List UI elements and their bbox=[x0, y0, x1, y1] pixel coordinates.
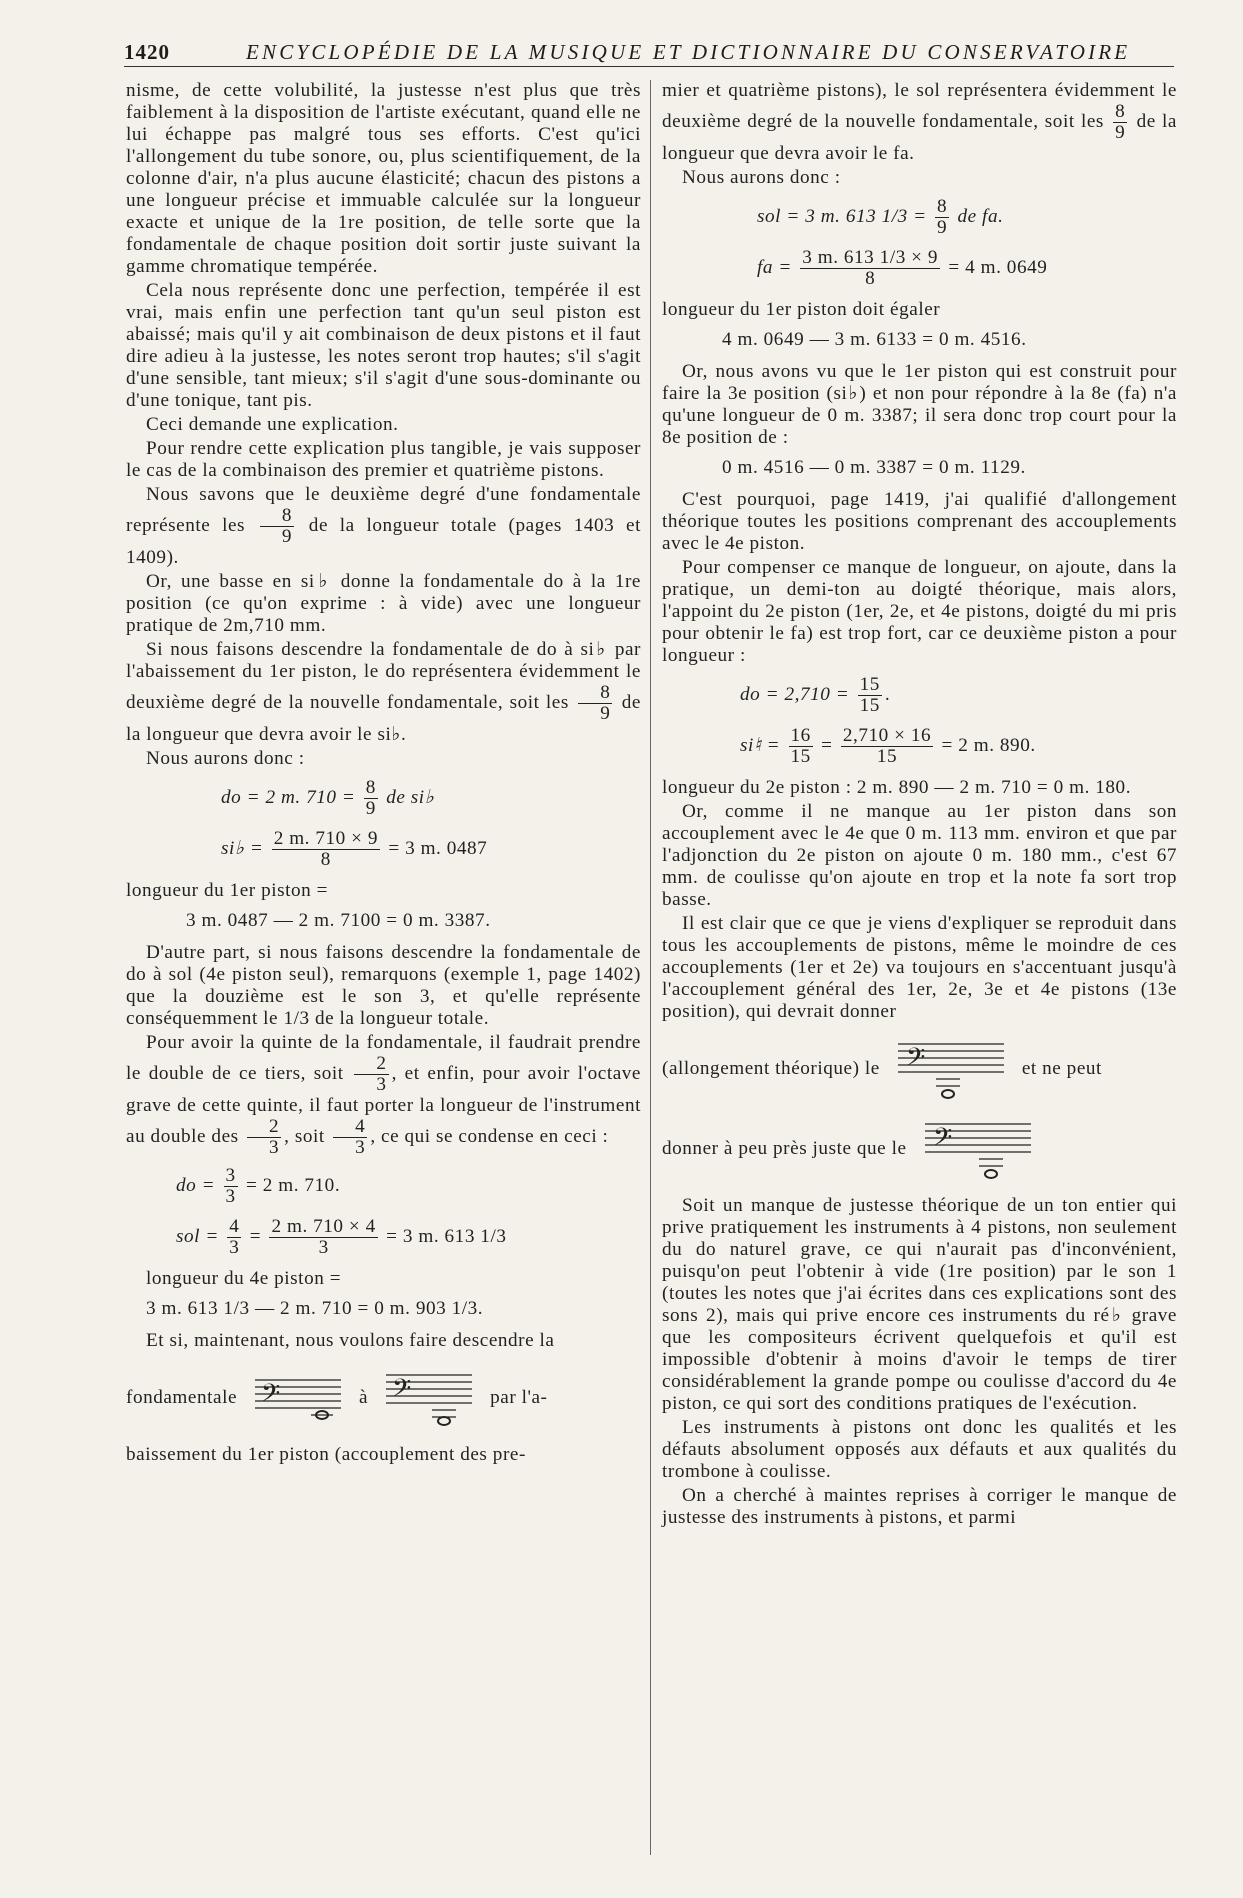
staff-example-line: donner à peu près juste que le 𝄢 bbox=[662, 1115, 1177, 1183]
equation: si♮ = $\frac{16}{15}$ = $\frac{2,710 \times 16}{15}$ = 2 m. 890. bbox=[740, 725, 1036, 767]
fraction: $\frac{8}{9}$ bbox=[260, 506, 294, 547]
paragraph: Ceci demande une explication. bbox=[146, 414, 399, 435]
running-title: ENCYCLOPÉDIE DE LA MUSIQUE ET DICTIONNAIRE DU CONSERVATOIRE bbox=[246, 40, 1131, 64]
equation: do = 2,710 = $\frac{15}{15}$ . bbox=[740, 674, 891, 716]
fraction: $\frac{8}{9}$ bbox=[578, 683, 612, 724]
paragraph: Cela nous représente donc une perfection, tempérée il est vrai, mais enfin une perfection tant qu'un seul piston est abaissé; mais qu'il y ait combinaison de deux pistons et il faut dire adieu à la justesse, les notes seront trop hautes; s'il s'agit d'une sensible, tant mieux; s'il s'agit d'une sous-dominante ou d'une tonique, tant pis. bbox=[126, 280, 641, 411]
paragraph: Pour rendre cette explication plus tangible, je vais supposer le cas de la combinaison des premier et quatrième pistons. bbox=[126, 438, 641, 481]
column-divider bbox=[650, 80, 651, 1855]
paragraph: Or, une basse en si♭ donne la fondamentale do à la 1re position (ce qu'on exprime : à vide) avec une longueur pratique de 2m,710 mm. bbox=[126, 571, 641, 636]
equation: 3 m. 0487 — 2 m. 7100 = 0 m. 3387. bbox=[186, 910, 491, 931]
equation: do = 2 m. 710 = $\frac{8}{9}$ de si♭ bbox=[221, 777, 435, 819]
equation: si♭ = $\frac{2 m. 710 \times 9}{8}$ = 3 m. 0487 bbox=[221, 828, 488, 870]
paragraph: longueur du 2e piston : 2 m. 890 — 2 m. 710 = 0 m. 180. bbox=[662, 777, 1132, 798]
paragraph: longueur du 4e piston = bbox=[146, 1268, 342, 1289]
paragraph: Pour compenser ce manque de longueur, on ajoute, dans la pratique, un demi-ton au doigté théorique, mais alors, l'appoint du 2e piston (1er, 2e, et 4e pistons, doigté du mi pris pour obtenir le fa) est trop fort, car ce deuxième piston a pour longueur : bbox=[662, 557, 1177, 666]
equation: 0 m. 4516 — 0 m. 3387 = 0 m. 1129. bbox=[722, 457, 1026, 478]
equation: fa = $\frac{3 m. 613 1/3 \times 9}{8}$ = 4 m. 0649 bbox=[757, 247, 1048, 289]
svg-text:𝄢: 𝄢 bbox=[261, 1379, 281, 1414]
svg-text:𝄢: 𝄢 bbox=[392, 1374, 412, 1409]
equation: sol = 3 m. 613 1/3 = $\frac{8}{9}$ de fa. bbox=[757, 196, 1004, 238]
page-header bbox=[124, 36, 1164, 66]
equation: do = $\frac{3}{3}$ = 2 m. 710. bbox=[176, 1165, 341, 1207]
paragraph: longueur du 1er piston doit égaler bbox=[662, 299, 941, 320]
paragraph: longueur du 1er piston = bbox=[126, 880, 329, 901]
staff-example-line: (allongement théorique) le 𝄢 et ne peut bbox=[662, 1035, 1177, 1103]
paragraph: C'est pourquoi, page 1419, j'ai qualifié d'allongement théorique toutes les positions comprenant des accouplements avec le 4e piston. bbox=[662, 489, 1177, 554]
equation: sol = $\frac{4}{3}$ = $\frac{2 m. 710 \times 4}{3}$ = 3 m. 613 1/3 bbox=[176, 1216, 507, 1258]
bass-clef-staff-icon bbox=[253, 1370, 343, 1426]
svg-text:𝄢: 𝄢 bbox=[905, 1043, 926, 1078]
staff-example-line: fondamentale 𝄢 à 𝄢 par l'a- bbox=[126, 1364, 641, 1432]
paragraph: baissement du 1er piston (accouplement des pre- bbox=[126, 1444, 526, 1465]
paragraph: Pour avoir la quinte de la fondamentale, il faudrait prendre le double de ce tiers, soit $\frac{2}{3}$ , et enfin, pour avoir l'octave grave de cette quinte, il faut porter la longueur de l'instrument au double des $\frac{2}{3}$ , soit $\frac{4}{3}$ , ce qui se condense en ceci : bbox=[126, 1032, 641, 1158]
paragraph: Les instruments à pistons ont donc les qualités et les défauts absolument opposés aux défauts et aux qualités du trombone à coulisse. bbox=[662, 1417, 1177, 1482]
paragraph: Si nous faisons descendre la fondamentale de do à si♭ par l'abaissement du 1er piston, le do représentera évidemment le deuxième degré de la nouvelle fondamentale, soit les $\frac{8}{9}$ de la longueur que devra avoir le si♭. bbox=[126, 639, 641, 745]
equation: 4 m. 0649 — 3 m. 6133 = 0 m. 4516. bbox=[722, 329, 1027, 350]
paragraph: Nous aurons donc : bbox=[146, 748, 305, 769]
svg-text:𝄢: 𝄢 bbox=[932, 1123, 953, 1158]
paragraph: Or, nous avons vu que le 1er piston qui est construit pour faire la 3e position (si♭) et non pour répondre à la 8e (fa) n'a qu'une longueur de 0 m. 3387; il sera donc trop court pour la 8e position de : bbox=[662, 361, 1177, 448]
bass-clef-staff-icon bbox=[923, 1116, 1033, 1182]
paragraph: Et si, maintenant, nous voulons faire descendre la bbox=[146, 1330, 555, 1351]
paragraph: Nous savons que le deuxième degré d'une fondamentale représente les $\frac{8}{9}$ de la longueur totale (pages 1403 et 1409). bbox=[126, 484, 641, 568]
paragraph: Il est clair que ce que je viens d'expliquer se reproduit dans tous les accouplements de pistons, même le moindre de ces accouplements (1er et 2e) va toujours en s'accentuant jusqu'à l'accouplement général des 1er, 2e, 3e et 4e pistons (13e position), qui devrait donner bbox=[662, 913, 1177, 1022]
equation: 3 m. 613 1/3 — 2 m. 710 = 0 m. 903 1/3. bbox=[146, 1298, 484, 1319]
paragraph: Nous aurons donc : bbox=[682, 167, 841, 188]
page-number: 1420 bbox=[124, 40, 170, 64]
paragraph: Or, comme il ne manque au 1er piston dans son accouplement avec le 4e que 0 m. 113 mm. environ et que par l'adjonction du 2e piston on ajoute 0 m. 180 mm., c'est 67 mm. de coulisse qu'on ajoute en trop et la note fa sort trop basse. bbox=[662, 801, 1177, 910]
bass-clef-staff-icon bbox=[896, 1036, 1006, 1102]
paragraph: D'autre part, si nous faisons descendre la fondamentale de do à sol (4e piston seul), remarquons (exemple 1, page 1402) que la douzième est le son 3, et qu'elle représente conséquemment le 1/3 de la longueur totale. bbox=[126, 942, 641, 1029]
header-rule bbox=[124, 66, 1174, 67]
bass-clef-staff-icon bbox=[384, 1367, 474, 1429]
paragraph: nisme, de cette volubilité, la justesse n'est plus que très faiblement à la disposition de l'artiste exécutant, quand elle ne lui échappe pas malgré tous ses efforts. C'est qu'ici l'allongement du tube sonore, ou, plus scientifiquement, de la colonne d'air, n'a plus aucune élasticité; chacun des pistons a une longueur précise et immuable calculée sur la longueur exacte et unique de la 1re position, de telle sorte que la fondamentale de chaque position doit sortir juste suivant la gamme chromatique tempérée. bbox=[126, 80, 641, 277]
paragraph: Soit un manque de justesse théorique de un ton entier qui prive pratiquement les instruments à 4 pistons, non seulement du do naturel grave, ce qui n'aurait pas d'inconvénient, puisqu'on peut l'obtenir à vide (1re position) par le son 1 (toutes les notes que j'ai écrites dans ces explications sont des sons 2), mais qui prive encore ces instruments du ré♭ grave que les compositeurs écrivent quelquefois et qu'il est impossible d'obtenir à moins d'avoir le temps de tirer considérablement la grande pompe ou coulisse d'accord du 4e piston, ce qui sort des conditions pratiques de l'exécution. bbox=[662, 1195, 1177, 1414]
left-column bbox=[126, 80, 641, 1468]
paragraph: On a cherché à maintes reprises à corriger le manque de justesse des instruments à pistons, et parmi bbox=[662, 1485, 1177, 1528]
paragraph: mier et quatrième pistons), le sol représentera évidemment le deuxième degré de la nouvelle fondamentale, soit les $\frac{8}{9}$ de la longueur que devra avoir le fa. bbox=[662, 80, 1177, 164]
right-column bbox=[662, 80, 1177, 1531]
